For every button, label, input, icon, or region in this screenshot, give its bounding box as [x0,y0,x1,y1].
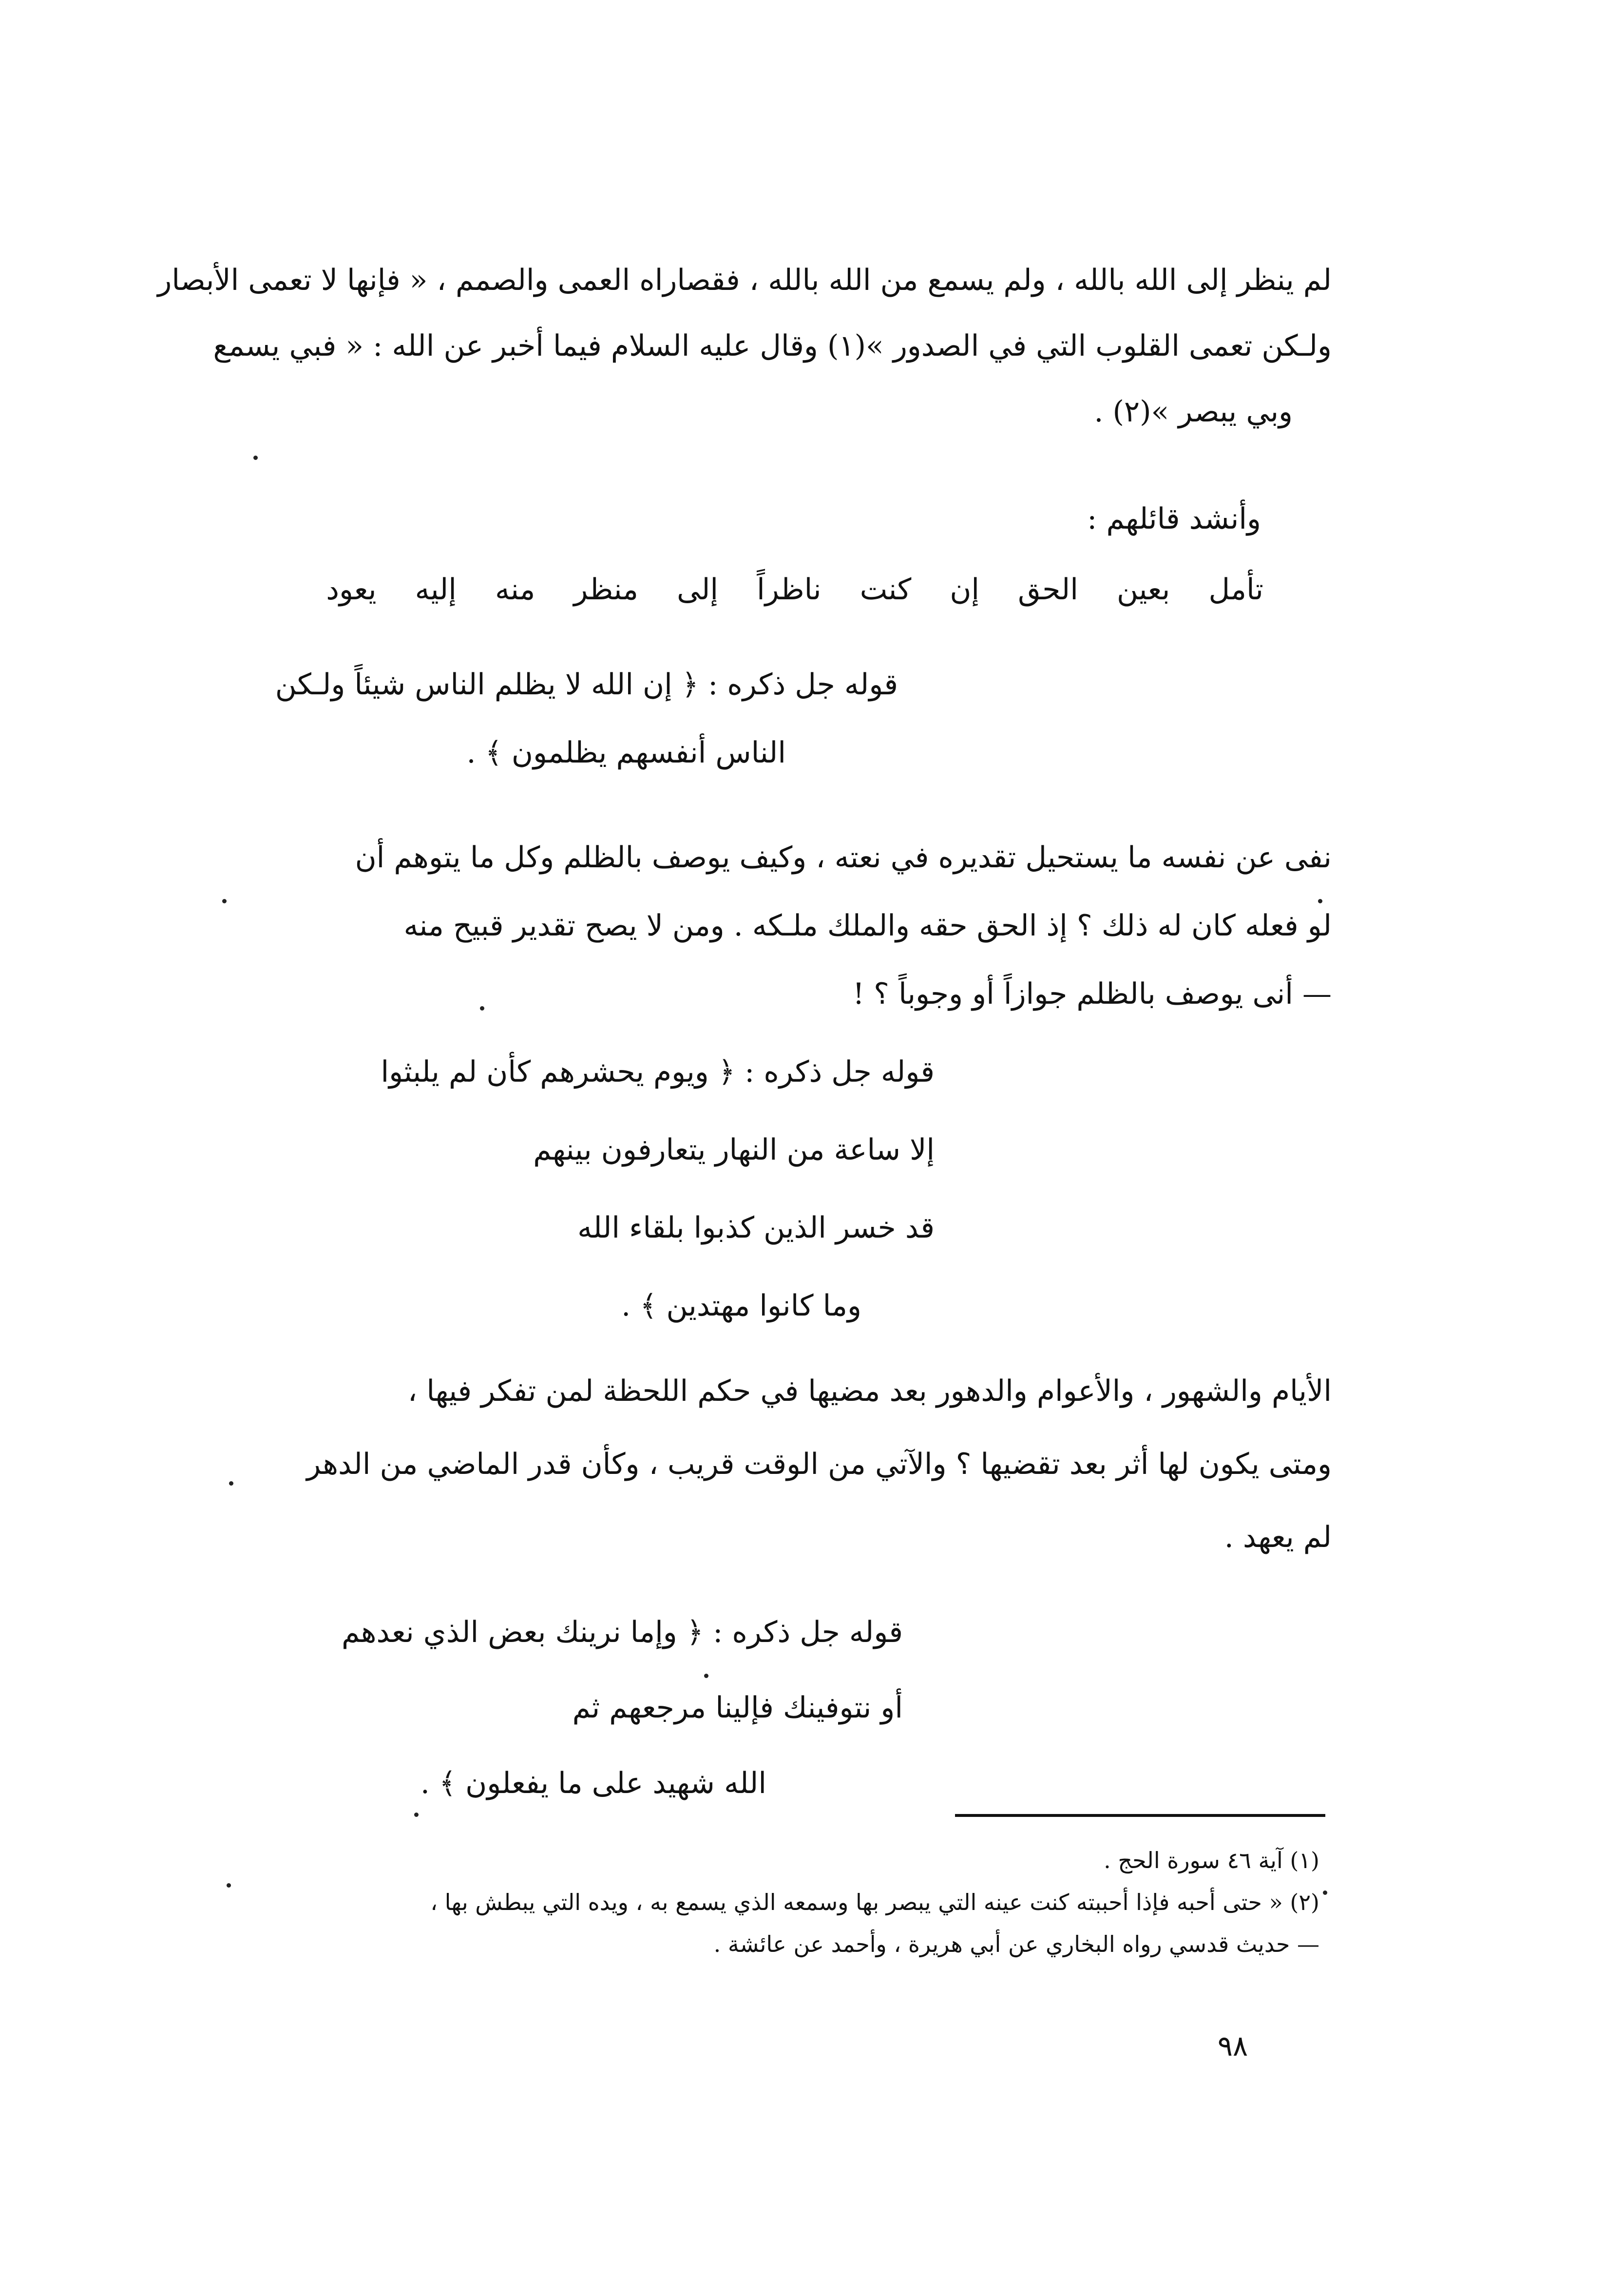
text-line: إلا ساعة من النهار يتعارفون بينهم [533,1133,935,1167]
scan-speck [414,1813,419,1817]
scan-speck [253,456,258,460]
scan-speck [704,1674,708,1678]
text-line: ولـكن تعمى القلوب التي في الصدور »(١) وقال عليه السلام فيما أخبر عن الله : « فبي يسمع [213,329,1332,363]
text-line: قوله جل ذكره : ﴿ إن الله لا يظلم الناس شيئاً ولـكن [275,668,898,702]
poet-intro [530,504,1261,534]
text-line: الأيام والشهور ، والأعوام والدهور بعد مضيها في حكم اللحظة لمن تفكر فيها ، [407,1374,1332,1408]
text-line: قوله جل ذكره : ﴿ ويوم يحشرهم كأن لم يلبثوا [381,1055,935,1089]
text-line: وما كانوا مهتدين ﴾ . [621,1289,861,1323]
footnotes [228,1849,1319,1975]
scan-speck [222,899,227,903]
text-line: — أنى يوصف بالظلم جوازاً أو وجوباً ؟ ! [852,977,1332,1011]
text-line: ومتى يكون لها أثر بعد تقضيها ؟ والآتي من الوقت قريب ، وكأن قدر الماضي من الدهر [306,1447,1332,1481]
scan-speck [480,1006,484,1011]
paragraph-1 [157,263,1332,463]
footnote-2-continued: — حديث قدسي رواه البخاري عن أبي هريرة ، وأحمد عن عائشة . [713,1931,1319,1957]
scan-speck [1318,899,1322,903]
paragraph-3 [240,1376,1332,1596]
text-line: الله شهيد على ما يفعلون ﴾ . [420,1766,766,1800]
text-line: نفى عن نفسه ما يستحيل تقديره في نعته ، وكيف يوصف بالظلم وكل ما يتوهم أن [355,840,1332,875]
text-line: وبي يبصر »(٢) . [1094,395,1293,429]
text-line: لو فعله كان له ذلك ؟ إذ الحق حقه والملك ملـكه . ومن لا يصح تقدير قبيح منه [403,909,1332,943]
text-line: وأنشد قائلهم : [1087,502,1261,536]
quran-verse-3 [0,1615,903,1844]
text-line: قد خسر الذين كذبوا بلقاء الله [577,1211,935,1245]
paragraph-2 [240,840,1332,1048]
text-line: قوله جل ذكره : ﴿ وإما نرينك بعض الذي نعدهم [341,1615,903,1649]
text-line: تأمل بعين الحق إن كنت ناظراً إلى منظر منه إليه يعود [326,573,1263,607]
quran-verse-1 [0,670,898,806]
text-line: لم ينظر إلى الله بالله ، ولم يسمع من الله بالله ، فقصاراه العمى والصمم ، « فإنها لا تعمى الأبصار [157,263,1332,297]
text-line: أو نتوفينك فإلينا مرجعهم ثم [572,1691,903,1725]
text-line: الناس أنفسهم يظلمون ﴾ . [466,736,786,770]
quran-verse-2 [0,1057,935,1369]
footnote-1: (١) آية ٤٦ سورة الحج . [1104,1847,1319,1873]
scan-speck [227,1883,231,1888]
footnote-divider [955,1814,1325,1817]
scan-speck [229,1481,233,1486]
text-line: لم يعهد . [1224,1520,1332,1554]
scan-speck [1323,1890,1327,1895]
footnote-2: (٢) « حتى أحبه فإذا أحببته كنت عينه التي يبصر بها وسمعه الذي يسمع به ، ويده التي يبطش بها ، [430,1889,1319,1915]
page-number: ٩٨ [1217,2029,1248,2062]
poem-line [211,573,1263,607]
